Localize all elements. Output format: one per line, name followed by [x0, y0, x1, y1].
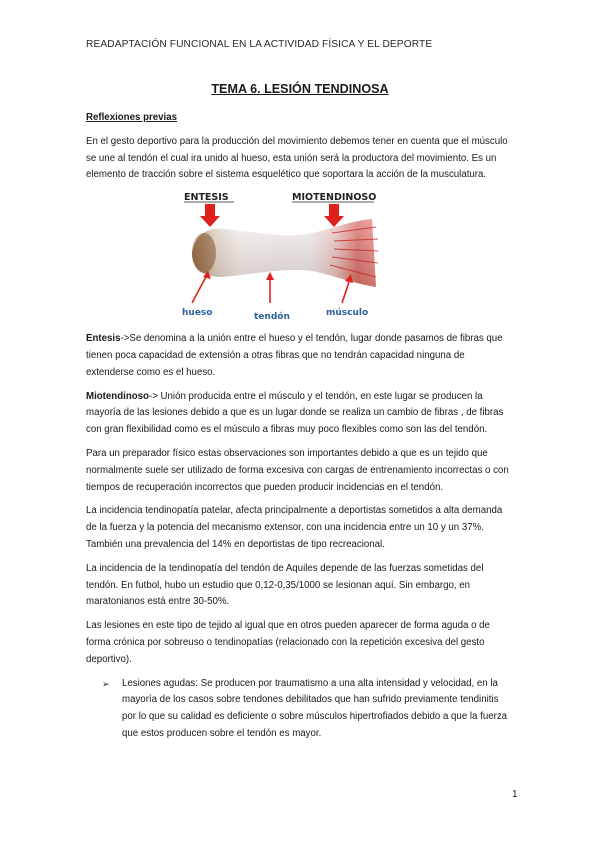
- arrow-tendon: [266, 272, 274, 303]
- paragraph-patelar: La incidencia tendinopatía patelar, afecta principalmente a deportistas sometidos a alta demanda de la fuerza y la potencia del mecanismo extensor, con una incidencia entre un 10 y un 37%. También una prevalencia del 14% en deportistas de tipo recreacional.: [86, 505, 503, 550]
- page-number: 1: [512, 789, 518, 800]
- bullet-text: Lesiones agudas: Se producen por traumatismo a una alta intensidad y velocidad, en la mayoría de los casos sobre tendones debilitados que han sufrido previamente tendinitis por lo que su calidad es deficiente o sobre músculos hipertrofiados debido a que la fuerza que estos producen sobre el tendón es mayor.: [122, 677, 508, 739]
- content-body: [86, 110, 514, 743]
- section-heading: Reflexiones previas: [86, 112, 178, 123]
- bone-end: [192, 233, 216, 273]
- tendon-diagram: [182, 191, 382, 321]
- paragraph-intro: En el gesto deportivo para la producción del movimiento debemos tener en cuenta que el músculo se une al tendón el cual ira unido al hueso, esta unión será la productora del movimiento. Es un elemento de tracción sobre el sistema esquelético que soportara la acción de la musculatura.: [86, 135, 508, 181]
- running-header: READAPTACIÓN FUNCIONAL EN LA ACTIVIDAD FÍSICA Y EL DEPORTE: [86, 39, 433, 50]
- paragraph-lesiones: Las lesiones en este tipo de tejido al igual que en otros pueden aparecer de forma aguda o de forma crónica por sobreuso o tendinopatías (relacionado con la repetición excesiva del gesto deportivo).: [86, 620, 490, 665]
- arrow-entesis: [200, 204, 220, 227]
- term-entesis: Entesis: [86, 333, 121, 345]
- label-miotendinoso: MIOTENDINOSO: [292, 192, 377, 204]
- page-title: TEMA 6. LESIÓN TENDINOSA: [211, 82, 389, 96]
- label-tendon: tendón: [254, 312, 290, 322]
- arrow-hueso: [192, 271, 211, 303]
- term-miotendinoso: Miotendinoso: [86, 390, 149, 402]
- arrow-miotendinoso: [324, 204, 344, 227]
- tendon-diagram-svg: [182, 191, 382, 321]
- paragraph-preparador: Para un preparador físico estas observaciones son importantes debido a que es un tejido que normalmente suele ser utilizado de forma excesiva con cargas de entrenamiento incorrectas o con tiempos de recuperación incorrectos que pueden producir incidencias en el tendón.: [86, 447, 509, 493]
- paragraph-entesis: [86, 331, 514, 381]
- definition-entesis: ->Se denomina a la unión entre el hueso y el tendón, lugar donde pasamos de fibras que tienen poca capacidad de extensión a otras fibras que no tendrán capacidad ninguna de extenderse como es el hueso.: [86, 333, 503, 378]
- label-musculo: músculo: [326, 308, 369, 319]
- label-hueso: hueso: [182, 308, 213, 319]
- definition-miotendinoso: -> Unión producida entre el músculo y el tendón, en este lugar se producen la mayoría de las lesiones debido a que es un lugar donde se realiza un cambio de fibras , de fibras con gran flexibilidad como es el músculo a fibras muy poco flexibles como son las del tendón.: [86, 390, 504, 436]
- arrow-bullet-icon: ➢: [102, 678, 110, 689]
- label-entesis: ENTESIS: [184, 192, 229, 204]
- list-item: [102, 676, 514, 743]
- paragraph-aquiles: La incidencia de la tendinopatía del tendón de Aquiles depende de las fuerzas sometidas del tendón. En futbol, hubo un estudio que 0,12-0,35/1000 se lesionan aquí. Sin embargo, en maratonianos está entre 30-50%.: [86, 562, 484, 608]
- paragraph-miotendinoso: [86, 389, 514, 439]
